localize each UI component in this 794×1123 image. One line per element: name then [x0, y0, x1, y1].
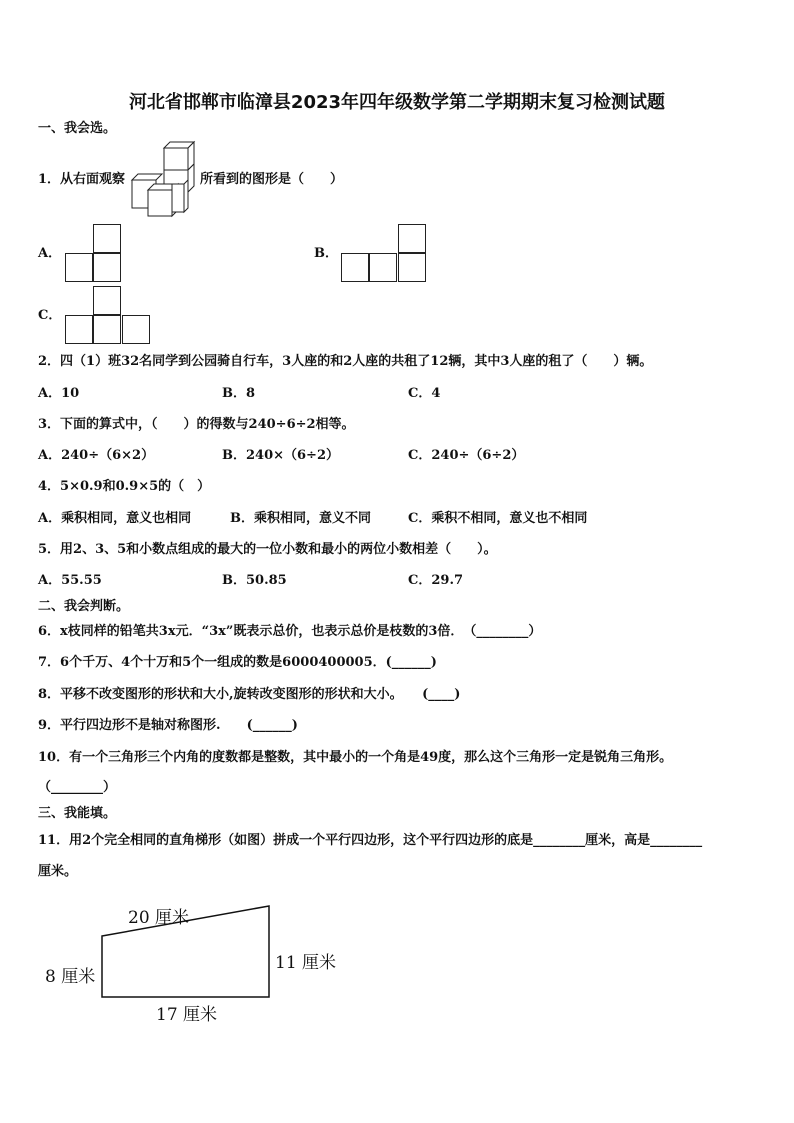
question-1-suffix: 所看到的图形是（ ）: [200, 172, 344, 187]
question-6-text: 6．x枝同样的铅笔共3x元．“3x”既表示总价，也表示总价是枝数的3倍． （________）: [38, 624, 542, 639]
question-2-text: 2．四（1）班32名同学到公园骑自行车，3人座的和2人座的共租了12辆，其中3人座的租了（ ）辆。: [38, 354, 653, 369]
question-4-option-c: C．乘积不相同，意义也不相同: [408, 511, 588, 526]
question-3-option-a: A．240÷（6×2）: [38, 448, 155, 463]
question-2-option-a: A．10: [38, 386, 80, 401]
question-1-cube-figure: [128, 138, 198, 220]
trapezoid-left-label: 8 厘米: [45, 967, 96, 987]
trapezoid-bottom-label: 17 厘米: [156, 1005, 218, 1025]
question-11-continued: 厘米。: [38, 864, 78, 879]
question-5-text: 5．用2、3、5和小数点组成的最大的一位小数和最小的两位小数相差（ ）。: [38, 542, 497, 557]
page-title: 河北省邯郸市临漳县2023年四年级数学第二学期期末复习检测试题: [128, 92, 666, 113]
question-3-option-b: B．240×（6÷2）: [222, 448, 340, 463]
question-10-text: 10．有一个三角形三个内角的度数都是整数，其中最小的一个角是49度，那么这个三角形一定是锐角三角形。: [38, 750, 673, 765]
question-11-text: 11．用2个完全相同的直角梯形（如图）拼成一个平行四边形，这个平行四边形的底是________厘米，高是________: [38, 833, 703, 848]
trapezoid-right-label: 11 厘米: [275, 953, 337, 973]
question-4-text: 4．5×0.9和0.9×5的（ ）: [38, 479, 211, 494]
question-1-prefix: 1．从右面观察: [38, 172, 126, 187]
trapezoid-top-label: 20 厘米: [128, 908, 190, 928]
question-7-text: 7．6个千万、4个十万和5个一组成的数是6000400005．(______): [38, 655, 437, 670]
question-3-option-c: C．240÷（6÷2）: [408, 448, 525, 463]
question-10-blank: （________）: [38, 780, 117, 795]
option-a-label: A．: [38, 246, 62, 261]
option-b-label: B．: [314, 246, 338, 261]
section-heading-fill: 三、我能填。: [38, 806, 117, 821]
question-2-option-b: B．8: [222, 386, 256, 401]
question-3-text: 3．下面的算式中，（ ）的得数与240÷6÷2相等。: [38, 417, 355, 432]
question-2-option-c: C．4: [408, 386, 441, 401]
option-c-label: C．: [38, 308, 62, 323]
section-heading-judge: 二、我会判断。: [38, 599, 130, 614]
question-4-option-b: B．乘积相同，意义不同: [230, 511, 371, 526]
question-9-text: 9．平行四边形不是轴对称图形. (______): [38, 718, 298, 733]
section-heading-choose: 一、我会选。: [38, 121, 117, 136]
question-4-option-a: A．乘积相同，意义也相同: [38, 511, 192, 526]
question-5-option-a: A．55.55: [38, 573, 102, 588]
question-5-option-c: C．29.7: [408, 573, 464, 588]
question-8-text: 8．平移不改变图形的形状和大小,旋转改变图形的形状和大小。 (____): [38, 687, 461, 702]
question-5-option-b: B．50.85: [222, 573, 287, 588]
